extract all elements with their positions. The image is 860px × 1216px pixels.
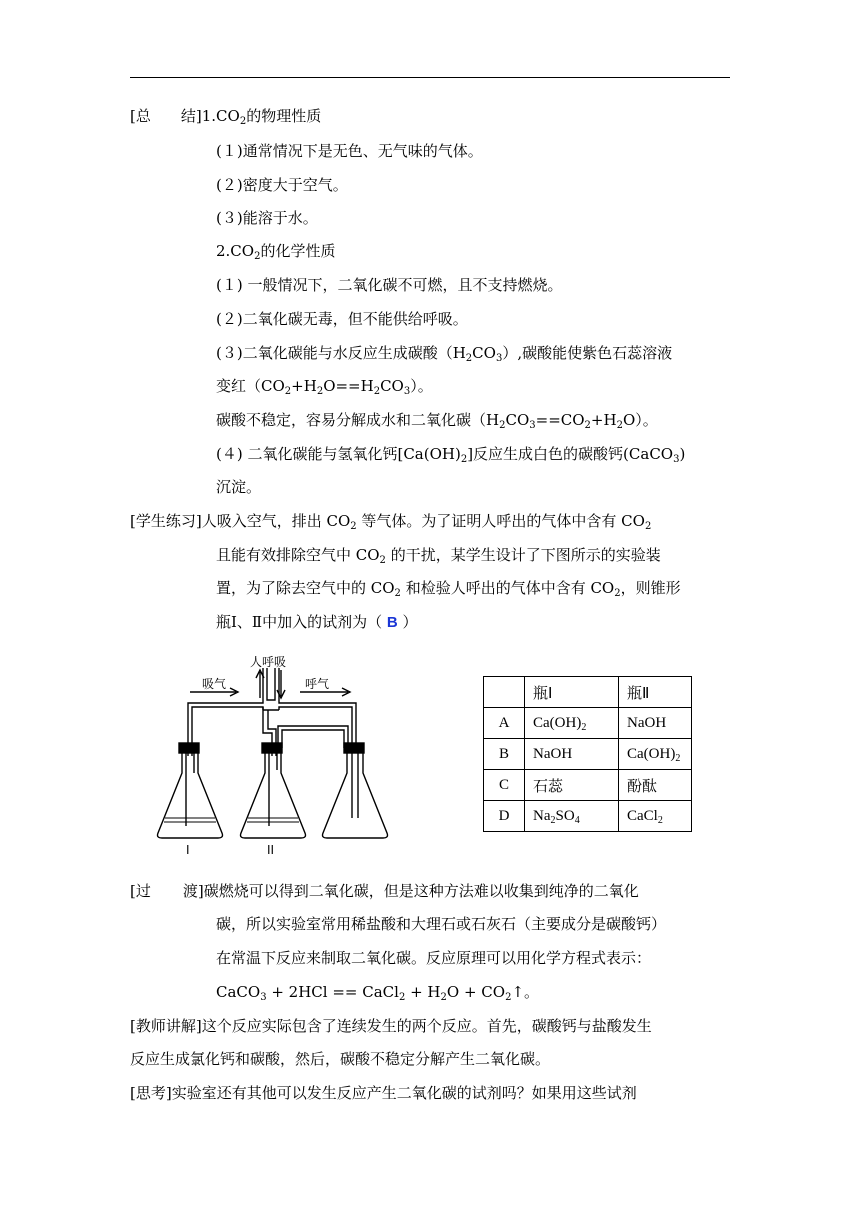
table-cell: B: [484, 739, 525, 770]
table-row: [484, 739, 692, 770]
phys-item-1: (１)通常情况下是无色、无气味的气体。: [216, 142, 483, 160]
summary-heading: [总 结]$1.CO_2$的物理性质: [130, 107, 322, 127]
table-cell: NaOH: [525, 739, 619, 770]
stopper-3: [344, 743, 364, 753]
table-header-cell: 瓶Ⅱ: [619, 677, 692, 708]
transition-line-3: 在常温下反应来制取二氧化碳。反应原理可以用化学方程式表示：: [216, 949, 652, 967]
chem-item-1: (１) 一般情况下，二氧化碳不可燃，且不支持燃烧。: [216, 276, 563, 294]
transition-line-2: 碳，所以实验室常用稀盐酸和大理石或石灰石（主要成分是碳酸钙）: [216, 915, 667, 933]
table-header-row: [484, 677, 692, 708]
chem-item-4-cont: 沉淀。: [216, 478, 262, 496]
table-cell: $Ca(OH)_2$: [619, 739, 692, 770]
flask2-label: II: [267, 843, 275, 857]
table-cell: 酚酞: [619, 770, 692, 801]
table-cell: NaOH: [619, 708, 692, 739]
answer-text: B: [386, 614, 398, 631]
bridge-tube: [278, 726, 348, 748]
exercise-line-2: 且能有效排除空气中 $CO_2$ 的干扰，某学生设计了下图所示的实验装: [216, 546, 661, 566]
transition-line-1: [过 渡]碳燃烧可以得到二氧化碳，但是这种方法难以收集到纯净的二氧化: [130, 882, 639, 900]
phys-item-2: (２)密度大于空气。: [216, 176, 348, 194]
table-cell: C: [484, 770, 525, 801]
flask-3: [323, 753, 388, 838]
header-rule: [130, 77, 730, 78]
exercise-line-3: 置，为了除去空气中的 $CO_2$ 和检验人呼出的气体中含有 $CO_2$，则锥形: [216, 579, 681, 599]
exercise-line-1: [学生练习]人吸入空气，排出 $CO_2$ 等气体。为了证明人呼出的气体中含有 $CO_2$: [130, 512, 652, 532]
chem-item-3-cont: 变红$(CO_2+H_2O==H_2CO_3)$。: [216, 377, 433, 397]
flask-1: [158, 753, 223, 838]
think-line-1: [思考]实验室还有其他可以发生反应产生二氧化碳的试剂吗？如果用这些试剂: [130, 1084, 637, 1102]
stopper-2: [262, 743, 282, 753]
table-row: [484, 801, 692, 832]
table-cell: $Ca(OH)_2$: [525, 708, 619, 739]
table-cell: 石蕊: [525, 770, 619, 801]
exercise-line-4: 瓶Ⅰ、Ⅱ中加入的试剂为（ B ）: [216, 613, 418, 631]
exhale-label: 呼气: [305, 677, 330, 691]
reagents-table: [483, 676, 692, 832]
stopper-1: [179, 743, 199, 753]
table-row: [484, 708, 692, 739]
chem-item-3: (３)二氧化碳能与水反应生成碳酸$(H_2CO_3)$,碳酸能使紫色石蕊溶液: [216, 344, 673, 364]
table-header-cell: [484, 677, 525, 708]
chem-item-4: (４) 二氧化碳能与氢氧化钙$[Ca(OH)_2]$反应生成白色的碳酸钙(CaCO$_3$): [216, 445, 686, 465]
reaction-equation: CaCO$_3$ + 2HCl == CaCl$_2$ + $H_2O$ + $CO_2↑$。: [216, 983, 540, 1003]
table-cell: $Na_2SO_4$: [525, 801, 619, 832]
inhale-label: 吸气: [202, 677, 227, 691]
table-cell: CaCl$_2$: [619, 801, 692, 832]
phys-item-3: (３)能溶于水。: [216, 209, 318, 227]
breath-label: 人呼吸: [250, 655, 287, 669]
table-cell: D: [484, 801, 525, 832]
teacher-line-1: [教师讲解]这个反应实际包含了连续发生的两个反应。首先，碳酸钙与盐酸发生: [130, 1017, 652, 1035]
flask1-label: I: [186, 843, 190, 857]
chem-title: $2.CO_2$的化学性质: [216, 242, 336, 262]
table-header-cell: 瓶Ⅰ: [525, 677, 619, 708]
chem-item-2: (２)二氧化碳无毒，但不能供给呼吸。: [216, 310, 468, 328]
table-cell: A: [484, 708, 525, 739]
teacher-line-2: 反应生成氯化钙和碳酸，然后，碳酸不稳定分解产生二氧化碳。: [130, 1050, 551, 1068]
chem-item-3-note: 碳酸不稳定，容易分解成水和二氧化碳$(H_2CO_3==CO_2+H_2O)$。: [216, 411, 658, 431]
table-row: [484, 770, 692, 801]
flask-2: [241, 753, 306, 838]
apparatus-diagram: [150, 648, 400, 858]
